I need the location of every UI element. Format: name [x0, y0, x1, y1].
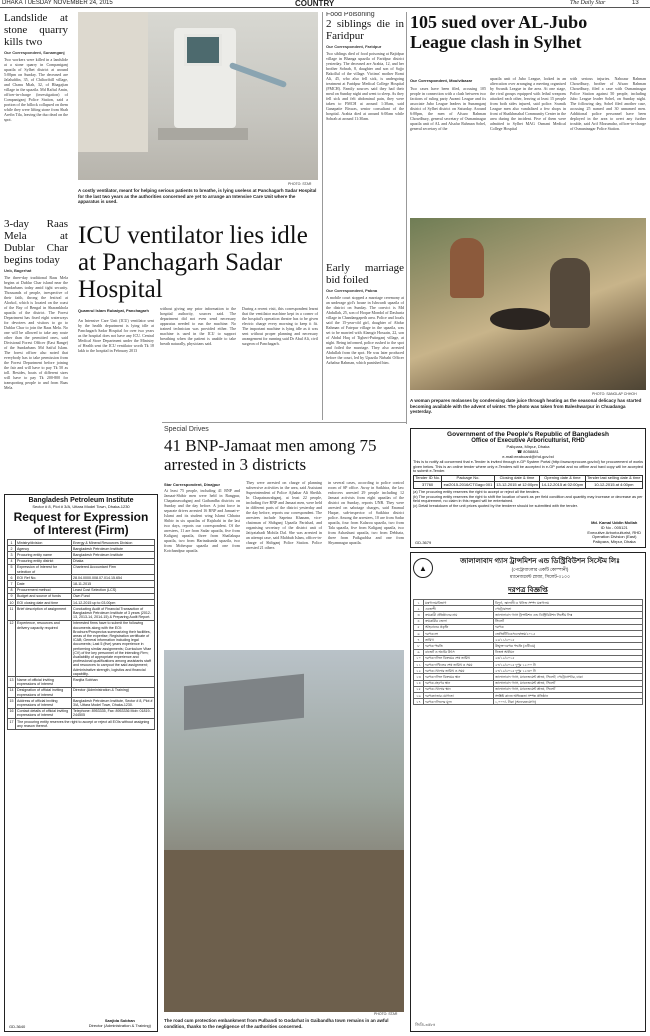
tender-sig1: Md. Kamal Uddin Mollah — [591, 520, 638, 526]
table-row: ৮ দরপত্র পদ্ধতি উন্মুক্ত দরপত্র পদ্ধতি (ওটিএম) — [414, 643, 643, 649]
icu-byline: Quamrul Islam Rubaiyat, Panchagarh — [78, 308, 149, 313]
bnp-body-col1: At least 75 people, including 41 BNP and Jamaat-Shibir men were held in Rangpur, Chapainawabganj and Gaibandha districts on Sunday and the day before. A joint force in separate drives arrested 16 BNP and Jamaat-e-Islami and its student wing Islami Chhatra Shibir in six upazilas of Rajshahi in the last two days, reports our correspondent. Of the arrestees, 11 are from Sadar upazila, five from Kaliganj upazila, three from Shailakupa upazila, two from Harinakunda upazila, two from Mohespur upazila and one from Kotchandpur upazila. — [164, 488, 240, 553]
tender-sig3: Executive Arboriculturist, RHD — [587, 529, 641, 535]
tender-title2: Office of Executive Arboriculturist, RHD — [471, 438, 585, 444]
icu-body-col1: An Intensive Care Unit (ICU) ventilator sent by the health department is lying idle at Panchagarh Sadar Hospital for over two years as the hospital does not have any ICU. Central Medical Store Department under the Ministry of Health sent the ICU ventilator worth Tk 18 lakh to the hospital in February 2013 — [78, 318, 154, 353]
table-row: 16 Contact details of official inviting expressions of interest Telephone: 8953335, Fax: 8953336 Mob: 01819-244505 — [8, 708, 155, 718]
bnp-byline: Star Correspondent, Dinajpur — [164, 482, 221, 487]
early-marriage-byline: Our Correspondent, Pabna — [326, 288, 378, 293]
tender-note-b: (b) The procuring entity reserves the right to shift the location of work as per field condition and quantity may increase or decrease as per field requirement, no claim in this regard will be entertained. — [413, 494, 643, 504]
issue-date: DHAKA TUESDAY NOVEMBER 24, 2015 — [2, 0, 113, 6]
tender-notes — [413, 490, 643, 508]
table-row: 13 Name of official inviting expressions of interest Ranjita Sobhan — [8, 677, 155, 687]
icu-headline: ICU ventilator lies idle at Panchagarh Sadar Hospital — [78, 222, 308, 303]
gas-table — [413, 599, 643, 705]
table-row: ৫ আহবানের প্রকৃতি দরপত্র — [414, 624, 643, 630]
food-kicker: Food Poisoning — [326, 12, 375, 18]
raas-mela-body: The three-day traditional Raas Mela begins at Dublar Char island near the Sundarbans today amid tight security. Thousands of people, irrespective of their faith, throng the festival at Alorkol, which is located on the coast of the Bay of Bengal in Sharankhola upazila of the district. The Forest Department has fixed eight waterways for devotees and visitors to go to Dublar Char to join the Raas Mela. No one will be allowed to take any route other than the permitted ones, said Divisional Forest Officer (East Range) of the Sundarbans Md Saiful Islam. The forest officer also noted that everybody has to take permission from the Forest Department before joining the fair and will have to pay Tk 50 as toll. Besides, boats of different sizes will have to pay Tk 200-800 for transporting people to and from Raas Mela. — [4, 275, 68, 390]
td-closing: 13-12-2015 at 12:00pm — [496, 481, 538, 487]
table-row: ৯ বাজেট ও অর্থের উৎস নিজস্ব অর্থায়ন — [414, 649, 643, 655]
ventilator-caption: A costly ventilator, meant for helping serious patients to breathe, is lying useless at Panchagarh Sadar Hospital for the last two years as the authorities concerned are yet to arrange an Intensive Care Unit where the apparatus is used. — [78, 188, 317, 204]
landslide-headline: Landslide at stone quarry kills two — [4, 12, 68, 48]
aljubo-byline: Our Correspondent, Moulvibazar — [410, 78, 473, 83]
embankment-photo-credit: PHOTO: STAR — [374, 1012, 398, 1016]
table-row: ১ মন্ত্রণালয়/বিভাগ বিদ্যুৎ, জ্বালানী ও খনিজ সম্পদ মন্ত্রণালয় — [414, 600, 643, 606]
gas-company: জালালাবাদ গ্যাস ট্রান্সমিশন এন্ড ডিস্ট্রিবিউশন সিস্টেম লিঃ — [460, 558, 620, 565]
aljubo-headline: 105 sued over AL-Jubo League clash in Sylhet — [410, 12, 588, 52]
table-row: ১০ দরপত্র দলিল বিক্রয়ের শেষ তারিখ ২৪/১২/২০১৫ — [414, 655, 643, 661]
food-byline: Our Correspondent, Faridpur — [326, 44, 382, 49]
table-row: 2 Agency Bangladesh Petroleum Institute — [8, 546, 155, 552]
table-row: ৩ ক্রয়কারী প্রতিষ্ঠানের নাম জালালাবাদ গ্যাস ট্রান্সমিশন এন্ড ডিস্ট্রিবিউশন সিস্টেম লিঃ — [414, 612, 643, 618]
tender-title1: Government of the People's Republic of Bangladesh — [447, 431, 609, 438]
early-marriage-headline: Early marriage bid foiled — [326, 262, 404, 286]
table-row: 5 Expression of Interest for selection of Chartered Accountant Firm — [8, 564, 155, 574]
page-number: 13 — [632, 0, 639, 6]
table-row: 14 Designation of official inviting expressions of interest Director (Administration & Training) — [8, 687, 155, 697]
table-row: ১৬ দরপত্রদাতার যোগ্যতা সংশ্লিষ্ট কাজে অভিজ্ঞতা সম্পন্ন প্রতিষ্ঠান — [414, 693, 643, 699]
td-opening: 14-12-2015 at 02:00pm — [541, 481, 584, 487]
table-row: 12 Experience, resources and delivery capacity required Interested firms have to submit the following documents along with the EOI: Brochure/Prospectus summarizing their facilities, areas of the expertise; Registration certificate of ICAB; General information including legal documents; Last 5 (five) years experience in performing similar assignments; Curriculum Vitae (CV) of the key personnel of the intending Firm; Availability of appropriate experience and professional qualifications among assistants staff and resources to carryout the said assignment; Administrative strength, logistics and financial capability. — [8, 620, 155, 677]
gas-sub: (পেট্রোবাংলার একটি কোম্পানী) — [511, 567, 569, 572]
raas-mela-headline: 3-day Raas Mela at Dublar Char begins today — [4, 218, 68, 266]
table-row: 3 Procuring entity name Bangladesh Petroleum Institute — [8, 552, 155, 558]
raas-mela-byline: Unb, Bagerhat — [4, 268, 32, 273]
ventilator-photo-credit: PHOTO: STAR — [288, 182, 312, 186]
table-row: ১৩ দরপত্র দলিল বিক্রয়ের স্থান জালালাবাদ গ্যাস, ম্যানেজমেন্ট প্লাজা, সিলেট; পেট্রোসেন্টার, ঢাকা — [414, 674, 643, 680]
table-row: 10 EOI closing date and time 14-12-2015 up to 03.00pm — [8, 600, 155, 606]
table-row: 11 Brief description of assignment Conducting Audit of Financial Transaction of Bangladesh Petroleum Institute of 3 years (2012-13, 2013-14, 2014-15) & Preparing Audit Report. — [8, 606, 155, 621]
bpi-signature — [89, 1019, 151, 1029]
td-selling: 10-12-2015 at 4:00pm — [585, 482, 642, 489]
gas-title: দরপত্র বিজ্ঞপ্তি — [508, 587, 548, 594]
table-row: ১৫ দরপত্র খোলার স্থান জালালাবাদ গ্যাস, ম্যানেজমেন্ট প্লাজা, সিলেট — [414, 686, 643, 692]
bpi-eoi-notice — [4, 494, 158, 1032]
bpi-org: Bangladesh Petroleum Institute — [28, 497, 134, 504]
table-row: 6 EOI Ref No. 28.04.0000.008.07.014.15.654 — [8, 575, 155, 581]
th-id: Tender ID No. — [415, 475, 440, 480]
table-row: 15 Address of official inviting expressions of interest Bangladesh Petroleum Institute, Sector # 8, Plot # 3/A, Uttara Model Town, Dhaka-1230. — [9, 698, 153, 707]
tender-sig4: Operation Division (East) — [591, 534, 637, 540]
bpi-sig1: Sanjida Sobhan — [104, 1018, 135, 1024]
table-row: 9 Budget and source of funds Own Fund — [8, 593, 155, 599]
gas-gd: জিডি-৩৫৮৪ — [415, 1022, 436, 1027]
bpi-sig2: Director (Administration & Training) — [88, 1023, 151, 1029]
tender-gd: GD-3679 — [415, 540, 432, 545]
ventilator-photo — [78, 12, 318, 180]
bnp-body-col3: in several cases, according to police control room of SP office. Away in Satkhira, the law enforcers arrested 29 people including 12 Jamaat activists from eight upazilas of the district on Sunday, reports UNB. They were arrested on sabotage charges, said Enamul Haque, sub-inspector of Satkhira district police. Among the arrestees, 10 are from Sadar upazila, four from Kalaroa upazila, two from Tala upazila, five from Kaliganj upazila, two from Ashashuni upazila, two from Debhata, three from Paikgachha and one from Shyamnagar upazila. — [328, 480, 404, 545]
tender-note-a: (a) The procuring entity reserves the right to accept or reject all the tenders. — [413, 490, 540, 495]
bnp-headline: 41 BNP-Jamaat men among 75 arrested in 3 districts — [164, 436, 377, 474]
td-id: 37760 — [414, 482, 442, 489]
table-row: 8 Procurement method Least Cost Selection (LCS) — [8, 587, 155, 593]
th-package: Package No. — [442, 475, 495, 482]
icu-body-col2: without giving any prior information to the hospital authority, sources said. The department did not even send necessary apparatus needed to run the machine. No trained technician was provided either. The machine is used in the ICU to support breathing when the patient is unable to take breath naturally, physicians said. — [160, 306, 236, 346]
early-marriage-body: A mobile court stopped a marriage ceremony at an underage girl's house in Ishwardi upazila of the district on Sunday. The convict is Md Abdullah, 25, son of Hoque Mondol of Dashuria village in Chandangapeth area. Police and locals said the 15-year-old girl, daughter of Abdur Rahman of Fatepur village in the upazila, was set to be married with Alamgir Hossain, 22, son of Abdul Haq of Tigheri-Putinganj village, at night. Being informed, police rushed to the spot and foiled the marriage. They also arrested Abdullah from the spot. He was later produced before the court, led by Upazila Nirbahi Officer Azhabur Rahman, which punished him. — [326, 295, 404, 365]
table-row: ৭ তারিখ ২২/১১/২০১৫ — [414, 637, 643, 643]
rhd-tender-notice — [410, 428, 646, 548]
td-package: ea/2015-2016/CTGago 001 — [443, 481, 493, 487]
embankment-photo — [164, 650, 404, 1012]
landslide-body: Two workers were killed in a landslide at a stone quarry in Companiganj upazila of Sylhet district at around 5:00pm on Sunday. The deceased are Jalaluddin, 35, of Chiltoribill village, and Chanu Miah, 32, of Bhagajian village in the upazila. Md Rafiul Amin, officer-in-charge (investigation) of Companiganj Police Station, said a portion of the hillock collapsed on them while they were lifting stone from Shah Arefin Tila, leaving the duo dead on the spot. — [4, 57, 68, 122]
embankment-caption: The road cum protection embankment from Pulbandi to Godarhat in Gaibandha town remains in an awful condition, thanks to the negligence of the authorities concerned. — [164, 1018, 389, 1029]
bpi-table — [7, 539, 155, 730]
table-row: ১২ দরপত্র খোলার তারিখ ও সময় ২৭/১২/২০১৫ দুপুর ১২:৩০ টা — [414, 668, 643, 674]
table-row: ৪ ক্রয়কারীর জেলা সিলেট — [414, 618, 643, 624]
tender-table — [413, 475, 643, 490]
raas-mela-article — [4, 218, 68, 488]
table-row: ১১ দরপত্র দাখিলের শেষ তারিখ ও সময় ২৭/১২/২০১৫ দুপুর ১২:০০ টা — [414, 662, 643, 668]
landslide-article — [4, 12, 68, 237]
landslide-byline: Our Correspondent, Sunamganj — [4, 50, 65, 55]
jalalabad-gas-tender — [410, 552, 646, 1032]
tender-sig5: Paikpara, Mirpur, Dhaka — [592, 539, 636, 545]
table-row: ১৭ দরপত্র দলিলের মূল্য ১,০০০/- টাকা (অফেরতযোগ্য) — [414, 699, 643, 705]
th-selling: Tender last selling date & time — [585, 475, 642, 482]
molasses-photo-credit: PHOTO: SANGLAP CHHOH — [592, 392, 637, 396]
early-marriage-article — [326, 262, 404, 418]
bpi-gd: GD-3640 — [9, 1024, 26, 1029]
tender-addr: Paikpara, Mirpur, Dhaka — [506, 444, 550, 449]
gas-logo-icon: ▲ — [413, 558, 433, 578]
tender-note-c: (c) Detail breakdown of the unit prices quoted by the tenderer should be submitted with the tender. — [413, 503, 578, 508]
tender-intro: This is to notify all concerned that e-Tender is invited through e-GP System Portal (http://www.eprocure.gov.bd) for procurement of works given below. This is an online tender where only e-Tenders will be accepted in e-GP portal and no offline and hard copy will be accepted to submit e-Tender. — [413, 460, 643, 473]
molasses-photo — [410, 218, 646, 390]
food-headline: 2 siblings die in Faridpur — [326, 18, 404, 42]
section-name: COUNTRY — [295, 0, 335, 8]
page-header — [0, 0, 650, 8]
bnp-kicker: Special Drives — [164, 426, 209, 433]
bpi-addr: Sector # 8, Plot # 3/A, Uttara Model Town, Dhaka-1230 — [32, 504, 130, 509]
th-closing: Closing date & time — [494, 475, 539, 482]
molasses-caption: A woman prepares molasses by condensing date juice through heating as the seasonal delicacy has started becoming available with the advent of winter. The photo was taken from Baleshwarpur in Chuadanga yesterday. — [410, 398, 642, 414]
icu-body-col3: During a recent visit, this correspondent learnt that the ventilator machine kept in a corner of the hospital's operation theatre has to be given electric charge every morning to keep it fit. The important machine is lying idle as it was sent without proper planning and necessary arrangement for running said Dr Abul Ali, civil surgeon of Panchagarh. — [242, 306, 318, 346]
table-row: ১৪ দরপত্র গ্রহণের স্থান জালালাবাদ গ্যাস, ম্যানেজমেন্ট প্লাজা, সিলেট — [414, 680, 643, 686]
gas-addr: ম্যানেজমেন্ট প্লাজা, সিলেট-৩১০০ — [509, 574, 570, 579]
table-row: 7 Date 18-11-2015 — [8, 581, 155, 587]
table-row: 17 The procuring entity reserves the right to accept or reject all EOIs without assigning any reason thereof. — [8, 719, 155, 729]
aljubo-body-col1: Two cases have been filed, accusing 105 people in connection with a clash between two factions of ruling party Awami League and its associate Jubo League leaders in Sunamganj district of Sylhet district on Saturday. Around 6:00pm, the men of Afsaro Rahman Chowdhury, general secretary of Osmaninagar upazila unit of AL and Alsafar Rahman Sohel, general secretary of the — [410, 86, 486, 131]
bnp-body-col2: They were arrested on charge of planning subversive activities in the area, said Assistant Superintendent of Police Ajhahar Ali Sheikh. In Chapainawabganj, at least 22 people, including five BNP and Jamaat men, were held in different parts of the district yesterday and the day before, reports our correspondent. The arrestees include Sapetna Khanam, vice-chairman of Shibganj Upazila Parishad, and organising secretary of the district unit of Jatiyatabadi Mohila Dal. She was arrested in an attempt case, said Mahbub Islam, officer-in-charge of Shibganj Police Station. Police arrested 21 others — [246, 480, 322, 550]
paper-name: The Daily Star — [570, 0, 606, 6]
tender-phone: ☎ 8058881 — [517, 449, 539, 454]
table-row: 4 Procuring entity district Dhaka — [8, 558, 155, 564]
tender-sig2: ID No - 005121 — [600, 524, 628, 530]
aljubo-body-col3: with serious injuries. Naboaur Rahman Chowdhury, brother of Afsaro Rahman Chowdhury, filed a case with Osmaninagar Police Station against 50 people, including Jubo League leader Sohel, on Sunday night. The following day, Sohel filed another case, accusing 25 named and 30 unnamed men. Additional police personnel have been deployed in the area to avert any further trouble, said Arif Mozumdar, officer-in-charge of Osmaninagar Police Station. — [570, 76, 646, 131]
tender-email: e-mail:eeaboard@rhd.gov.bd — [502, 454, 554, 459]
table-row: ২ এজেন্সী পেট্রোবাংলা — [414, 606, 643, 612]
table-row: 1 Ministry/division Energy & Mineral Resources Division — [8, 540, 155, 546]
food-body: Two siblings died of food poisoning at Bajidpur village in Bhanga upazila of Faridpur district yesterday. The deceased are Arabia, 12, and her brother Sohrab, 8, daughter and son of Sajjo Bakollul of the village. Victims' mother Romi Ali, 45, who also fell sick, is undergoing treatment at Faridpur Medical College Hospital (FMCH). Family sources said they had their meal on Sunday night and went to sleep. As they fell sick and felt abdominal pain, they were taken to FMCH at around 1:30am, said Ganapatie Biswas, senior consultant of the hospital. Arabia died at around 6:00am while Sohrab at around 11:30am. — [326, 51, 404, 121]
th-opening: Opening date & time — [540, 475, 585, 482]
food-poisoning-article — [326, 12, 404, 252]
bpi-title: Request for Expression of Interest (Firm) — [13, 510, 149, 537]
tender-signature — [587, 521, 641, 545]
aljubo-body-col2: upazila unit of Jubo League, locked in an altercation over arranging a meeting organised by Swanik League in the area. At one stage, the rival groups equipped with lethal weapons attacked each other, leaving at least 15 people from both sides injured, said police. Sramik League men also vandalised a few shops in front of Shaikhmahal Community Center in the area during the incident. Five of them were admitted to Sylhet MAG Osmani Medical College Hospital — [490, 76, 566, 131]
table-row: ৬ দরপত্র নং জেজিটিডিএসএল/ক্রয়/২০১৫ — [414, 631, 643, 637]
